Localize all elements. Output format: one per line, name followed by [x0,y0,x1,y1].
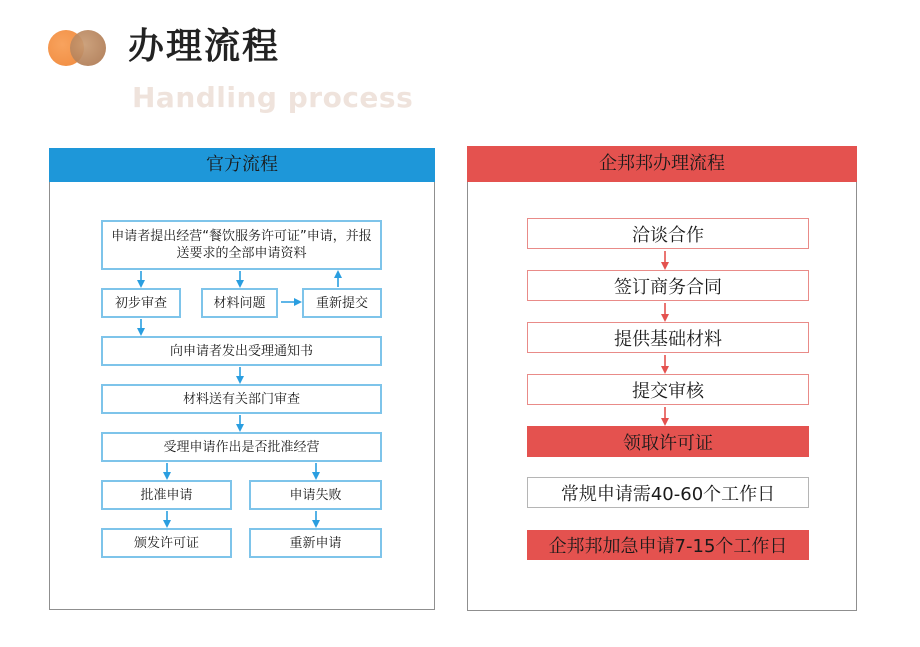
step-initial-review: 初步审查 [101,288,181,318]
page-title: 办理流程 [128,26,281,67]
official-process-title: 官方流程 [49,148,435,182]
company-step-submit: 提交审核 [527,374,809,405]
step-material-issue: 材料问题 [201,288,278,318]
step-decision: 受理申请作出是否批准经营 [101,432,382,462]
step-approved: 批准申请 [101,480,232,510]
step-issue-license: 颁发许可证 [101,528,232,558]
page-subtitle: Handling process [132,81,414,114]
express-time-note: 企邦邦加急申请7-15个工作日 [527,530,809,560]
step-reapply: 重新申请 [249,528,382,558]
step-notice: 向申请者发出受理通知书 [101,336,382,366]
step-apply: 申请者提出经营“餐饮服务许可证”申请，并报送要求的全部申请资料 [101,220,382,270]
company-step-negotiate: 洽谈合作 [527,218,809,249]
company-step-license: 领取许可证 [527,426,809,457]
step-resubmit: 重新提交 [302,288,382,318]
step-failed: 申请失败 [249,480,382,510]
normal-time-note: 常规申请需40-60个工作日 [527,477,809,508]
company-step-contract: 签订商务合同 [527,270,809,301]
step-send-department: 材料送有关部门审查 [101,384,382,414]
company-process-title: 企邦邦办理流程 [467,146,857,182]
company-step-materials: 提供基础材料 [527,322,809,353]
